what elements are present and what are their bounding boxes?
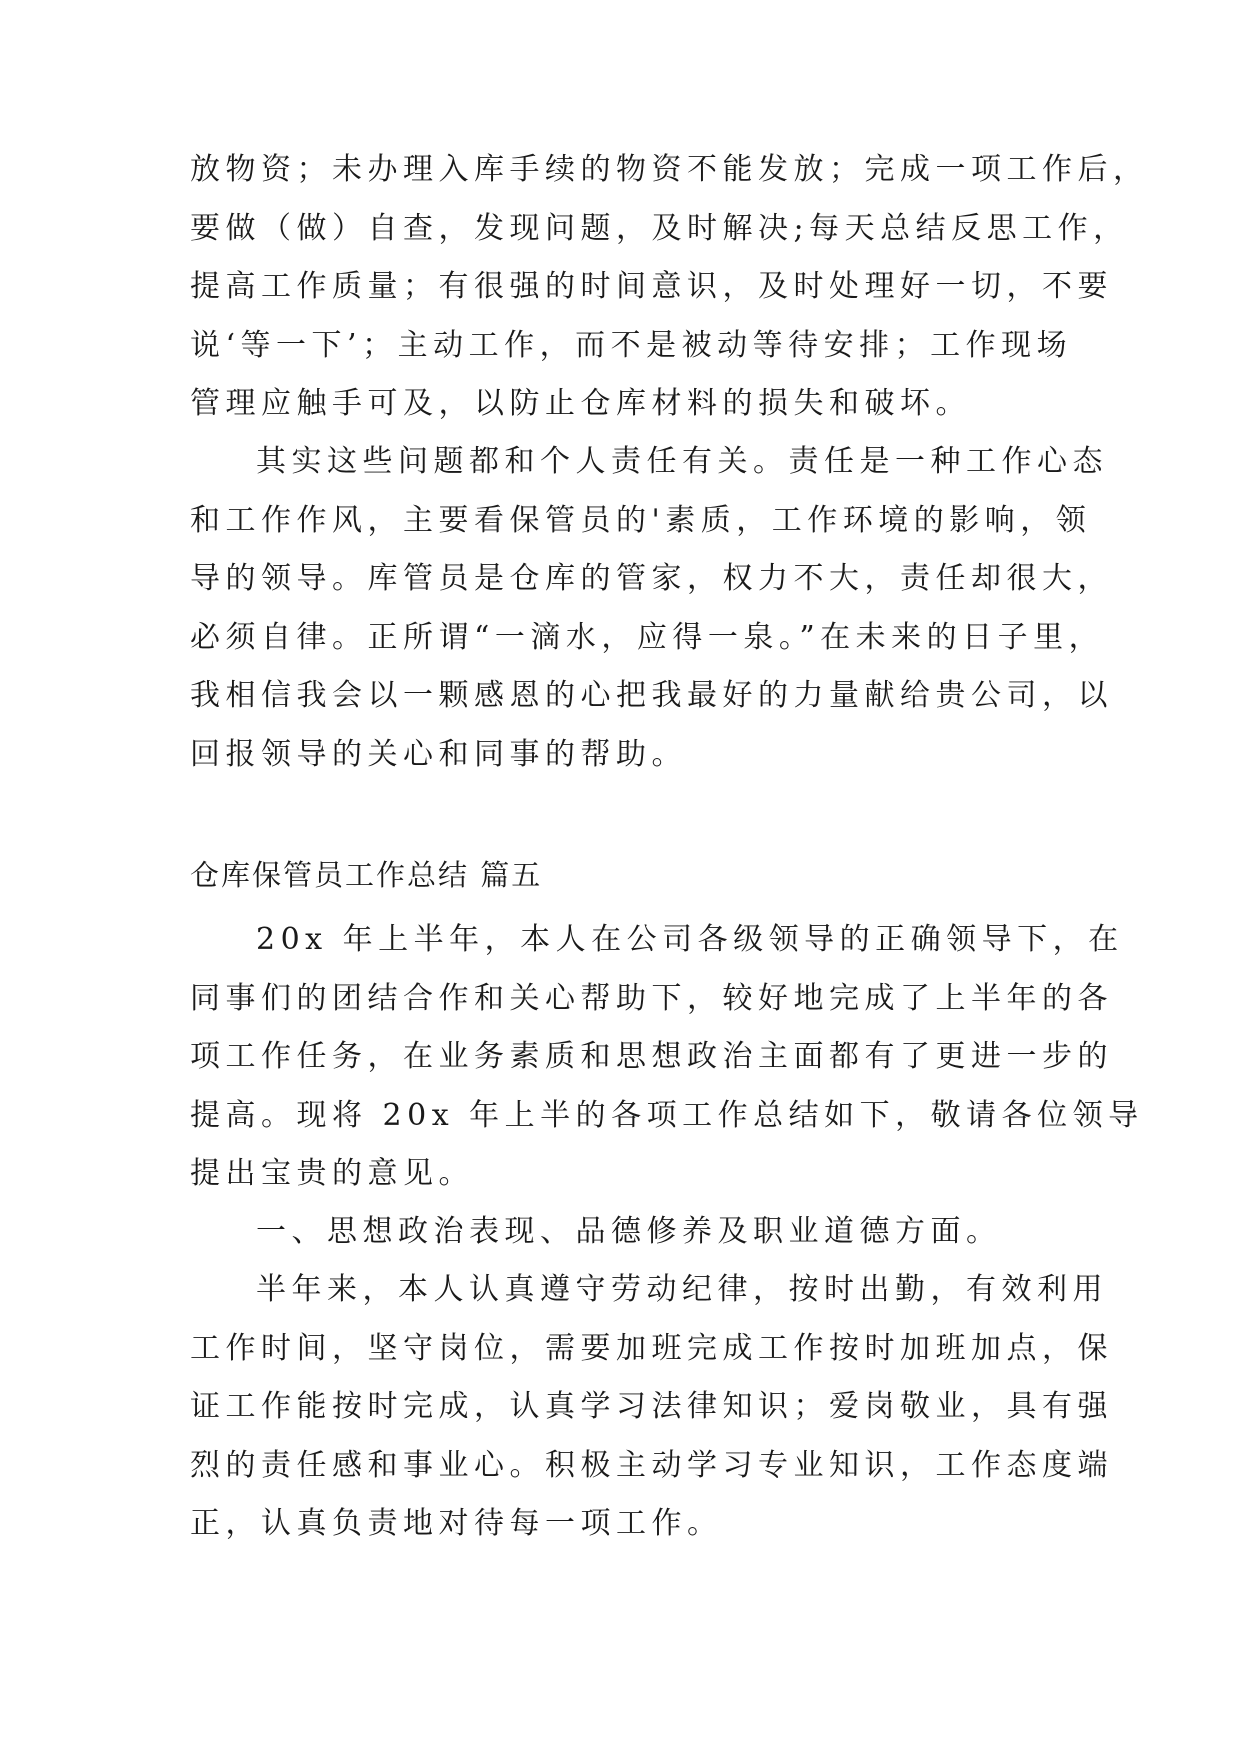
text-line: 烈的责任感和事业心。积极主动学习专业知识，工作态度端 xyxy=(190,1447,1113,1483)
text-line: 要做（做）自查，发现问题，及时解决;每天总结反思工作， xyxy=(190,210,1129,246)
text-line: 提高工作质量；有很强的时间意识，及时处理好一切，不要 xyxy=(190,269,1113,304)
text-line: 其实这些问题都和个人责任有关。责任是一种工作心态 xyxy=(256,444,1108,479)
section-heading: 仓库保管员工作总结 篇五 xyxy=(190,858,543,892)
text-line: 证工作能按时完成，认真学习法律知识；爱岗敬业，具有强 xyxy=(190,1389,1113,1424)
text-line: 项工作任务，在业务素质和思想政治主面都有了更进一步的 xyxy=(190,1039,1113,1074)
text-line: 提出宝贵的意见。 xyxy=(190,1156,474,1191)
text-line: 提高。现将 20x 年上半的各项工作总结如下，敬请各位领导 xyxy=(190,1097,1144,1133)
text-line: 说‘等一下’；主动工作，而不是被动等待安排；工作现场 xyxy=(190,327,1073,363)
text-line: 半年来，本人认真遵守劳动纪律，按时出勤，有效利用 xyxy=(256,1272,1108,1307)
text-line: 我相信我会以一颗感恩的心把我最好的力量献给贵公司，以 xyxy=(190,678,1113,713)
subsection-heading xyxy=(190,1203,1070,1262)
text-line: 放物资；未办理入库手续的物资不能发放；完成一项工作后， xyxy=(190,152,1149,187)
paragraph-intro xyxy=(190,911,1144,1204)
text-line: 管理应触手可及，以防止仓库材料的损失和破坏。 xyxy=(190,386,971,421)
text-line: 正，认真负责地对待每一项工作。 xyxy=(190,1506,723,1541)
text-line: 一、思想政治表现、品德修养及职业道德方面。 xyxy=(256,1214,1002,1249)
text-line: 回报领导的关心和同事的帮助。 xyxy=(190,736,687,772)
text-line: 工作时间，坚守岗位，需要加班完成工作按时加班加点，保 xyxy=(190,1330,1113,1366)
text-line: 必须自律。正所谓“一滴水，应得一泉。”在未来的日子里， xyxy=(190,619,1105,655)
text-line: 和工作作风，主要看保管员的'素质，工作环境的影响，领 xyxy=(190,502,1092,538)
text-line: 导的领导。库管员是仓库的管家，权力不大，责任却很大， xyxy=(190,561,1113,596)
paragraph-responsibility xyxy=(190,433,1113,784)
text-line: 20x 年上半年，本人在公司各级领导的正确领导下，在 xyxy=(256,922,1124,957)
paragraph-continuation xyxy=(190,141,1149,434)
text-line: 同事们的团结合作和关心帮助下，较好地完成了上半年的各 xyxy=(190,980,1113,1016)
paragraph-conduct xyxy=(190,1261,1113,1554)
